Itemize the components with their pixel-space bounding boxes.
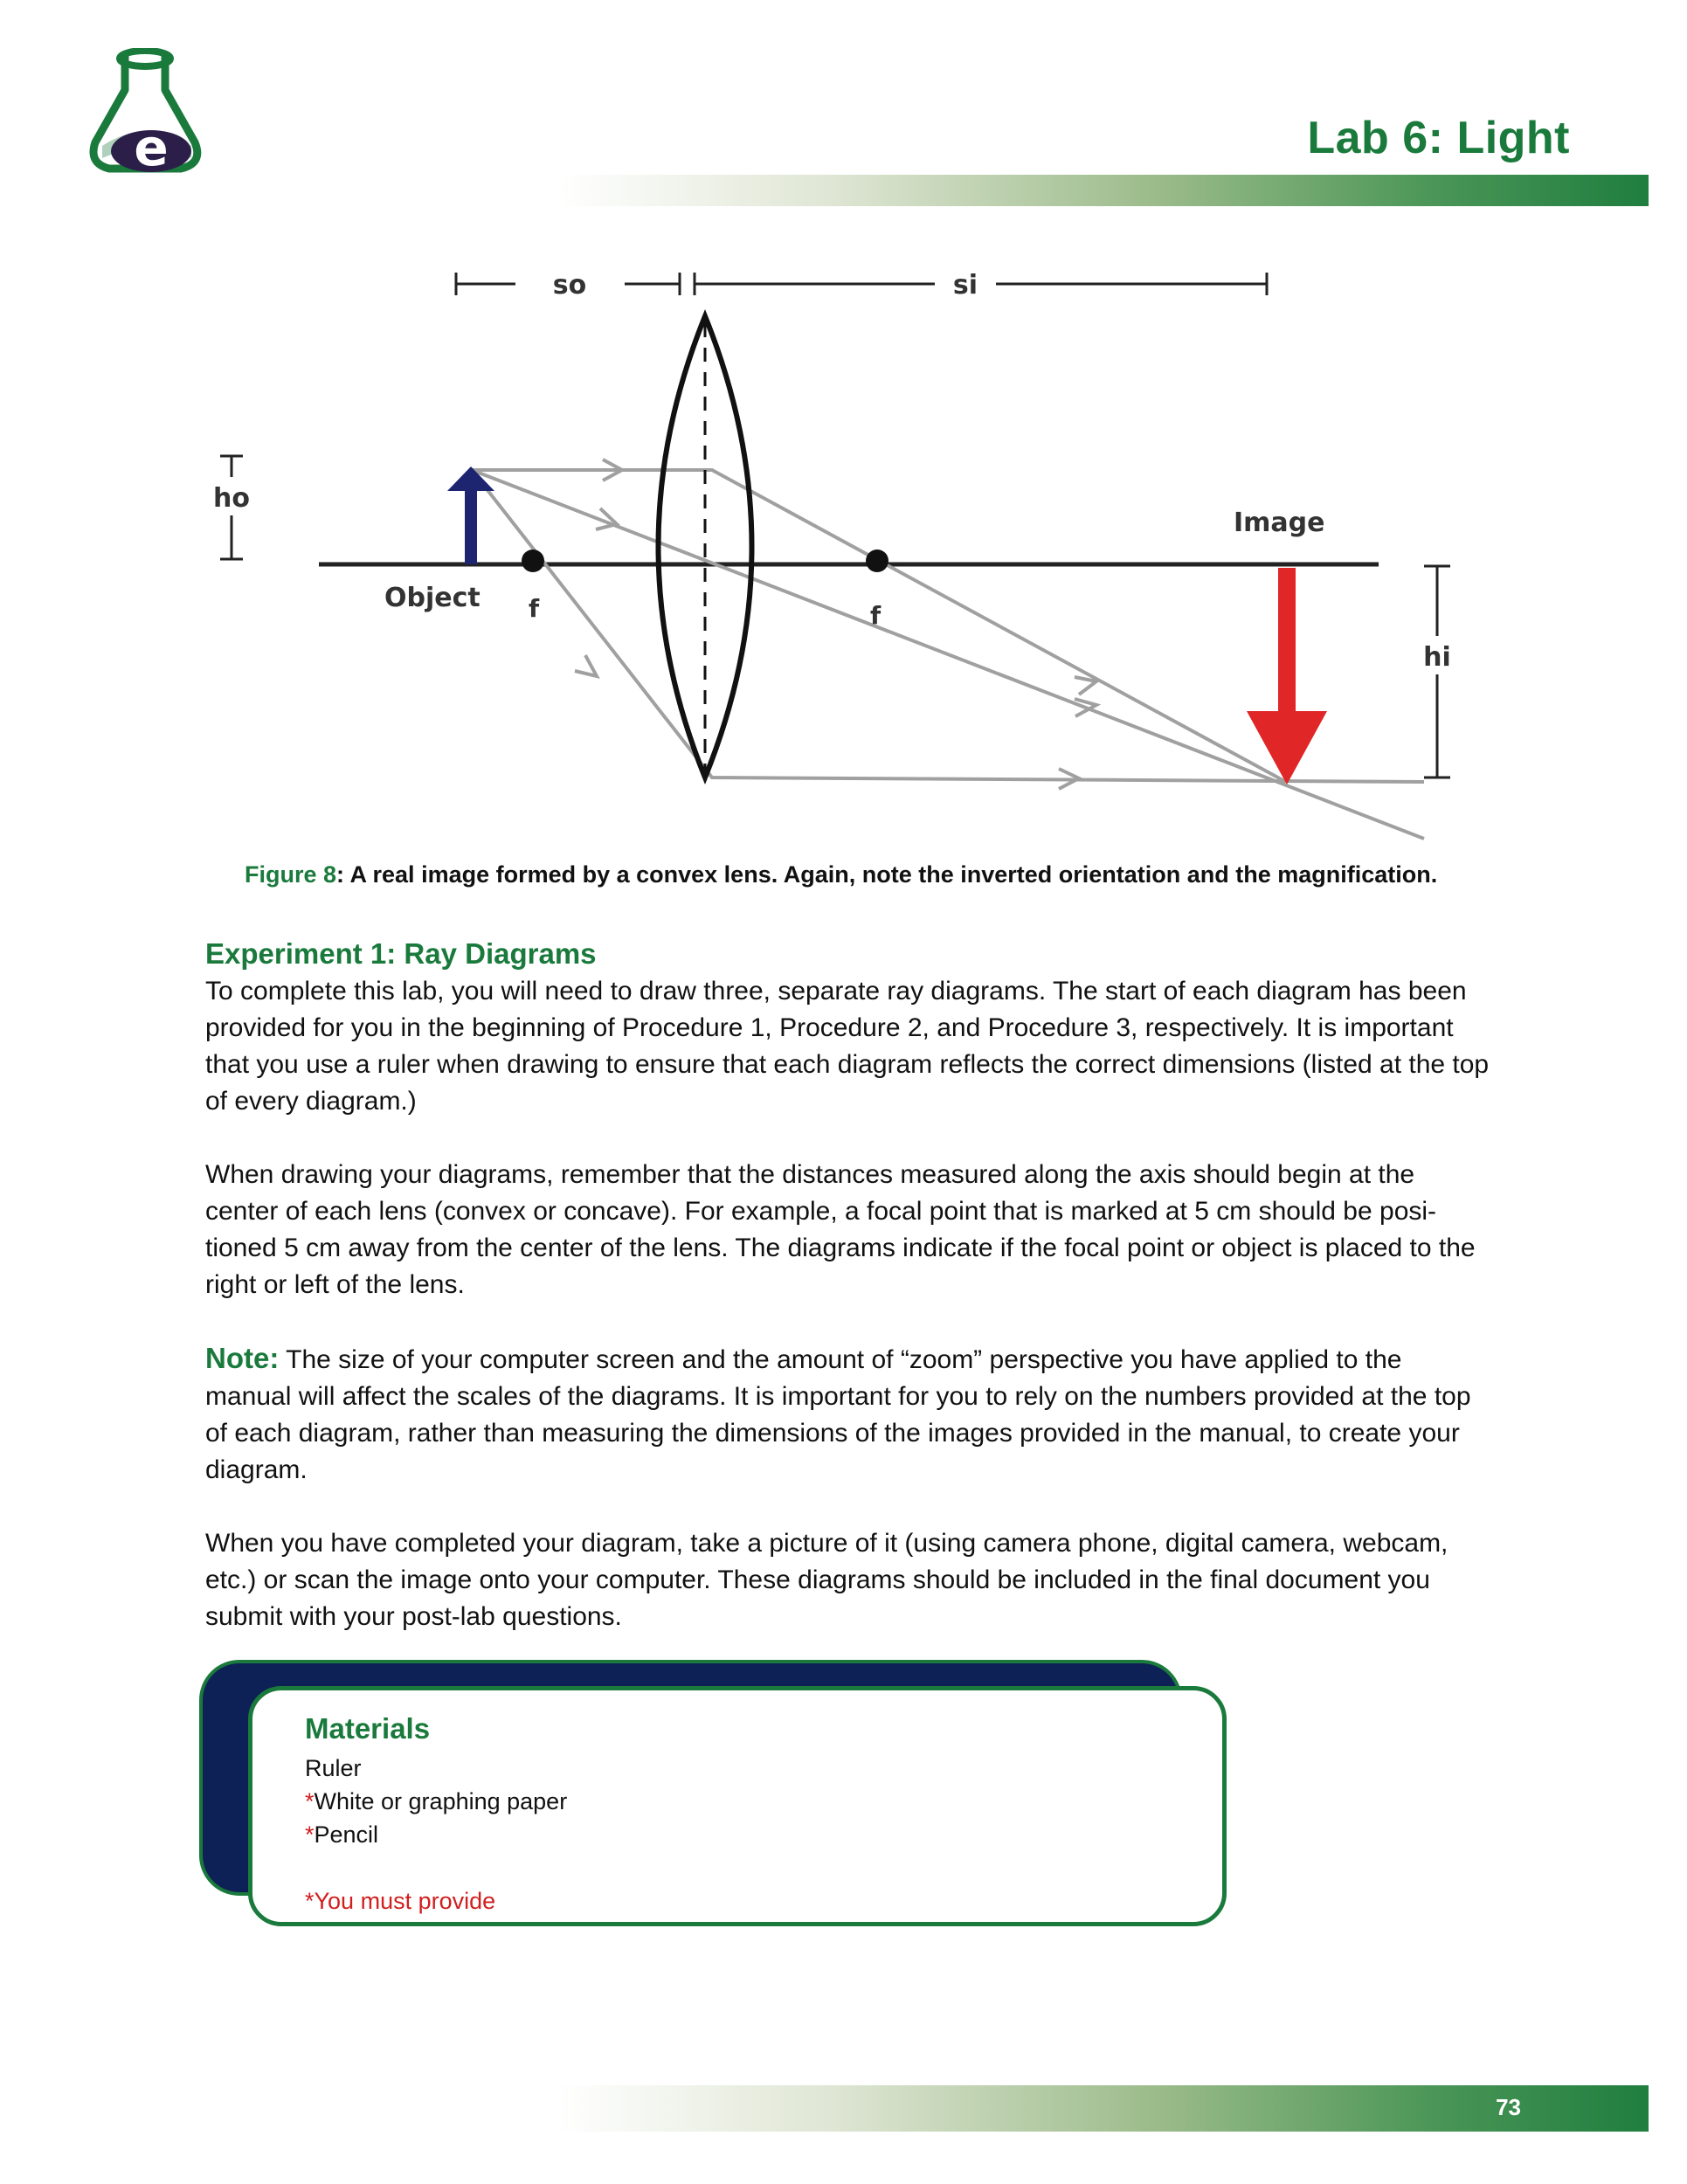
material-item-pencil (305, 1818, 1222, 1851)
ray-diagram-figure (201, 253, 1485, 865)
si-label: si (952, 270, 978, 301)
focal-point-left (522, 549, 544, 572)
page-title: Lab 6: Light (1307, 113, 1570, 163)
paragraph-measurement: When drawing your diagrams, remember that the distances measured along the axis should begin at the center of each lens (convex or concave). For example, a focal point that is marked at 5 cm should be positioned 5 cm away from the center of the lens. The diagrams indicate if the focal point or object is placed to the right or left of the lens. (205, 1160, 1476, 1299)
header-gradient-bar (559, 175, 1649, 206)
materials-note: *You must provide (305, 1888, 496, 1914)
focal-point-right (866, 549, 888, 572)
so-label: so (552, 270, 587, 301)
object-label: Object (384, 583, 481, 613)
paragraph-intro: To complete this lab, you will need to draw three, separate ray diagrams. The start of each diagram has been provided for you in the beginning of Procedure 1, Procedure 2, and Procedure 3, respectively. It is important that you use a ruler when drawing to ensure that each diagram reflects the correct dimensions (listed at the top of every diagram.) (205, 977, 1490, 1116)
focal-label-left: f (529, 594, 540, 623)
material-item-ruler: Ruler (305, 1755, 362, 1781)
material-item-pencil-label: Pencil (314, 1821, 379, 1848)
figure-caption-text: : A real image formed by a convex lens. Again, note the inverted orientation and the magnification. (336, 861, 1438, 888)
paragraph-note (205, 1340, 1490, 1489)
required-star: * (305, 1788, 315, 1814)
image-arrow (1247, 568, 1327, 784)
figure-number: Figure 8 (245, 861, 337, 888)
hi-label: hi (1423, 642, 1451, 673)
figure-caption (245, 861, 1437, 888)
material-item-paper (305, 1785, 1222, 1818)
page-number: 73 (1496, 2094, 1521, 2120)
experiment-section (205, 935, 1490, 1672)
logo (83, 48, 210, 179)
focal-label-right: f (870, 601, 882, 630)
image-label: Image (1234, 508, 1325, 538)
note-text: The size of your computer screen and the amount of “zoom” perspective you have applied to the manual will affect the scales of the diagrams. It is important for you to rely on the numbers provided at the top of each diagram, rather than measuring the dimensions of the images provided in the manual, to create your diagram. (205, 1345, 1471, 1484)
materials-box (248, 1686, 1227, 1926)
logo-letter: e (134, 118, 169, 177)
materials-title: Materials (305, 1712, 431, 1745)
experiment-heading: Experiment 1: Ray Diagrams (205, 937, 597, 970)
material-item-paper-label: White or graphing paper (314, 1788, 568, 1814)
paragraph-submission: When you have completed your diagram, take a picture of it (using camera phone, digital camera, webcam, etc.) or scan the image onto your computer. These diagrams should be included in the final document you submit with your post-lab questions. (205, 1529, 1448, 1631)
ho-label: ho (213, 483, 250, 514)
required-star: * (305, 1821, 315, 1848)
footer-gradient-bar (559, 2085, 1649, 2132)
object-arrow (447, 467, 494, 564)
ray-arrowheads (575, 460, 1096, 789)
note-label: Note: (205, 1342, 280, 1374)
